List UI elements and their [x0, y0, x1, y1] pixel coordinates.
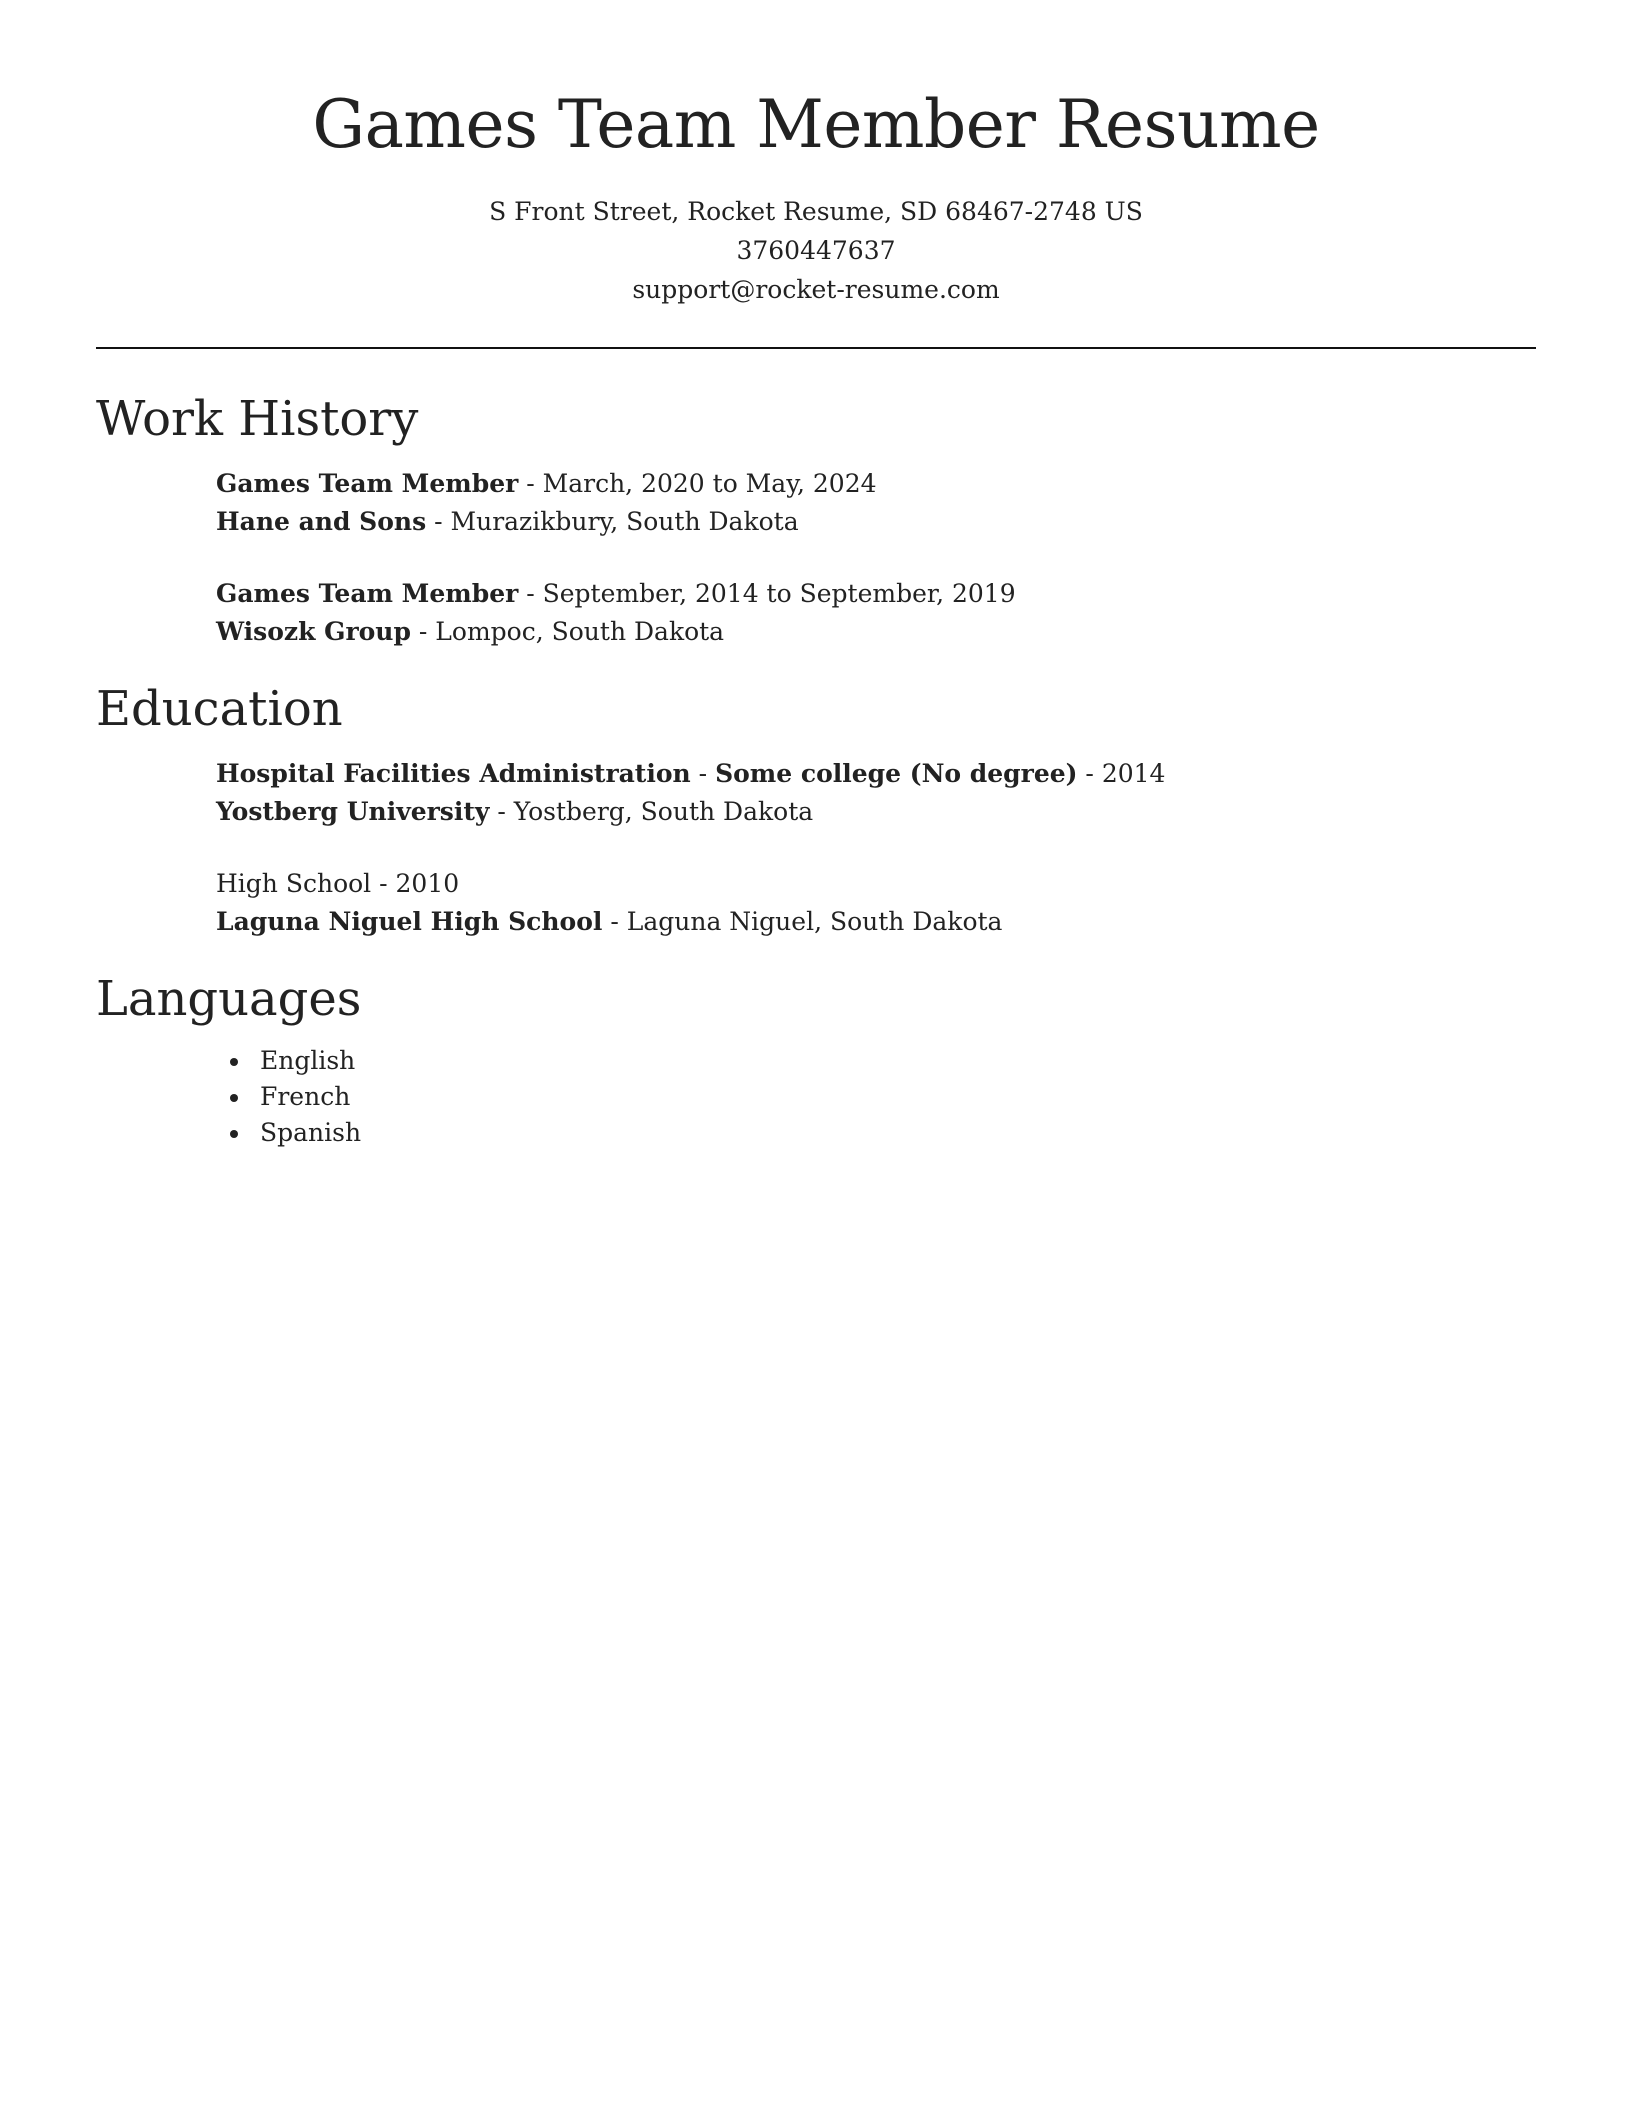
language-item	[216, 1043, 1536, 1079]
employer-location: - Lompoc, South Dakota	[410, 617, 725, 646]
work-entry	[216, 575, 1536, 651]
address-text: S Front Street, Rocket Resume, SD 68467-2748 US	[489, 197, 1143, 226]
job-position: Games Team Member	[216, 579, 519, 608]
employer-name: Hane and Sons	[216, 507, 427, 536]
resume-header	[96, 0, 1536, 309]
education-heading: Education	[96, 681, 343, 737]
bullet-icon	[230, 1094, 238, 1102]
work-history-heading: Work History	[96, 391, 419, 447]
school-name: Laguna Niguel High School	[216, 907, 603, 936]
education-entry-title-line	[216, 865, 1536, 903]
education-entry-school-line	[216, 793, 1536, 831]
study-field: High School	[216, 869, 372, 898]
language-label: French	[260, 1082, 351, 1111]
study-field: Hospital Facilities Administration	[216, 759, 691, 788]
job-position: Games Team Member	[216, 469, 519, 498]
resume-page	[96, 0, 1536, 1151]
language-item	[216, 1079, 1536, 1115]
school-location: - Yostberg, South Dakota	[489, 797, 814, 826]
phone-text: 3760447637	[736, 236, 896, 265]
education-entry-school-line	[216, 903, 1536, 941]
header-divider	[96, 347, 1536, 349]
degree-level: Some college (No degree)	[715, 759, 1078, 788]
work-history-list	[216, 465, 1536, 651]
contact-info	[96, 192, 1536, 309]
job-dates: - September, 2014 to September, 2019	[518, 579, 1016, 608]
education-entry	[216, 755, 1536, 831]
email-text: support@rocket-resume.com	[632, 275, 1000, 304]
education-entry	[216, 865, 1536, 941]
education-list	[216, 755, 1536, 941]
bullet-icon	[230, 1130, 238, 1138]
work-entry-employer-line	[216, 503, 1536, 541]
languages-heading: Languages	[96, 971, 362, 1027]
graduation-year: - 2014	[1077, 759, 1166, 788]
languages-list	[216, 1043, 1536, 1151]
work-entry	[216, 465, 1536, 541]
language-label: Spanish	[260, 1118, 362, 1147]
education-entry-title-line: Hospital Facilities Administration - Some college (No degree) - 2014	[216, 759, 1166, 788]
employer-name: Wisozk Group	[216, 617, 411, 646]
work-entry-title-line	[216, 465, 1536, 503]
school-name: Yostberg University	[216, 797, 490, 826]
employer-location: - Murazikbury, South Dakota	[426, 507, 799, 536]
job-dates: - March, 2020 to May, 2024	[518, 469, 877, 498]
work-entry-title-line	[216, 575, 1536, 613]
language-item	[216, 1115, 1536, 1151]
work-entry-employer-line	[216, 613, 1536, 651]
school-location: - Laguna Niguel, South Dakota	[602, 907, 1003, 936]
language-label: English	[260, 1046, 356, 1075]
bullet-icon	[230, 1058, 238, 1066]
graduation-year: - 2010	[371, 869, 460, 898]
resume-title: Games Team Member Resume	[312, 86, 1320, 163]
